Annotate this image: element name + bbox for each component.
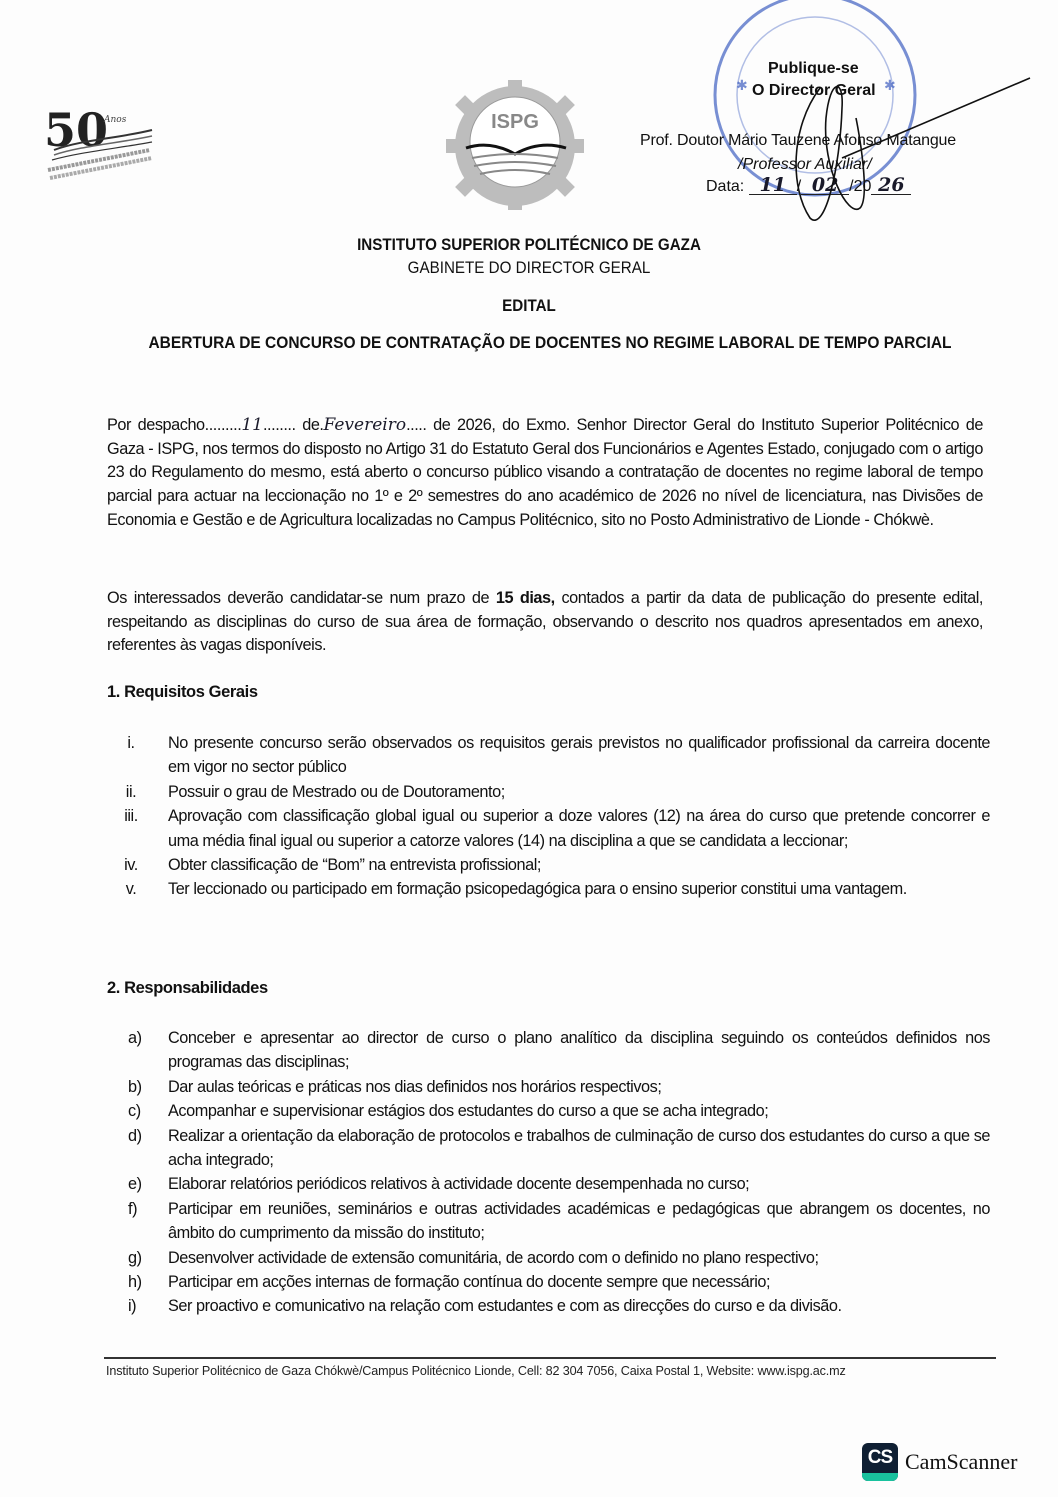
date-label: Data: <box>706 178 745 195</box>
list-item-text: No presente concurso serão observados os requisitos gerais previstos no qualificador profissional da carreira docente em vigor no sector público <box>168 734 990 777</box>
responsibilities-list <box>128 1026 990 1319</box>
footer-divider <box>104 1357 996 1359</box>
list-item <box>128 1099 990 1123</box>
camscanner-badge-text: CS <box>867 1447 893 1468</box>
list-item <box>128 1270 990 1294</box>
subject-title: ABERTURA DE CONCURSO DE CONTRATAÇÃO DE DOCENTES NO REGIME LABORAL DE TEMPO PARCIAL <box>148 334 952 352</box>
list-item <box>128 1075 990 1099</box>
list-item <box>120 780 990 804</box>
list-item-text: Participar em reuniões, seminários e outras actividades académicas e pedagógicas que abrangem os docentes, no âmbito do cumprimento da missão do instituto; <box>168 1199 990 1243</box>
director-role: /Professor Auxiliar/ <box>738 156 872 173</box>
list-marker: h) <box>128 1273 142 1292</box>
list-item-text: Participar em acções internas de formação contínua do docente sempre que necessário; <box>168 1273 771 1292</box>
list-item <box>128 1197 990 1246</box>
list-item-text: Acompanhar e supervisionar estágios dos estudantes do curso a que se acha integrado; <box>168 1102 769 1121</box>
camscanner-logo-icon <box>862 1443 898 1481</box>
list-item <box>120 877 990 901</box>
list-item <box>120 853 990 877</box>
requirements-list <box>120 731 990 902</box>
paragraph-deadline <box>107 587 983 658</box>
list-marker: g) <box>128 1248 142 1267</box>
camscanner-badge-bar <box>862 1473 898 1481</box>
anniversary-logo-graphic <box>40 100 160 180</box>
dots-de: ........ de <box>262 416 320 434</box>
list-marker: d) <box>128 1126 142 1145</box>
list-item-text: Realizar a orientação da elaboração de protocolos e trabalhos de culminação de curso dos estudantes do curso a que se acha integrado; <box>168 1126 990 1170</box>
list-marker: b) <box>128 1077 142 1096</box>
list-marker: ii. <box>125 782 137 801</box>
dots: . <box>319 416 324 434</box>
svg-text:✱: ✱ <box>736 77 748 93</box>
svg-text:✱: ✱ <box>884 77 896 93</box>
list-marker: f) <box>128 1199 138 1218</box>
list-item-text: Aprovação com classificação global igual ou superior a doze valores (12) na área do curso que pretende concorrer e uma média final igual ou superior a catorze valores (14) na disciplina a que se candidata a leccionar; <box>168 807 990 850</box>
dots: ..... <box>406 416 427 434</box>
deadline-text-after: contados a partir da data de publicação do presente edital, respeitando as disciplinas do curso de sua área de formação, observando o descrito nos quadros apresentados em anexo, referentes às vagas disponíveis. <box>107 589 983 655</box>
dispatch-text: de 2026, do Exmo. Senhor Director Geral do Instituto Superior Politécnico de Gaza - ISPG, nos termos do disposto no Artigo 31 do Estatuto Geral dos Funcionários e Agentes Estado, conjugado com o artigo 23 do Regulamento do mesmo, está aberto o concurso público visando a contratação de docentes no regime laboral de tempo parcial para actuar na leccionação no 1º e 2º semestres do ano académico de 2026 no nível de licenciatura, nas Divisões de Economia e Gestão e de Agricultura localizadas no Campus Politécnico, sito no Posto Administrativo de Lionde - Chókwè. <box>107 416 983 529</box>
anniversary-logo <box>40 100 160 180</box>
office-title: GABINETE DO DIRECTOR GERAL <box>407 259 651 277</box>
list-item-text: Obter classificação de “Bom” na entrevista profissional; <box>168 856 541 875</box>
list-marker: e) <box>128 1175 142 1194</box>
approval-title: Publique-se <box>768 60 859 77</box>
section-responsibilities-title: 2. Responsabilidades <box>107 979 268 997</box>
section-requirements-title: 1. Requisitos Gerais <box>107 683 258 701</box>
list-item <box>128 1246 990 1270</box>
dispatch-prefix: Por despacho <box>107 416 205 434</box>
deadline-text-before: Os interessados deverão candidatar-se num prazo de <box>107 589 496 607</box>
list-marker: v. <box>125 880 137 899</box>
date-month: 02 <box>801 176 849 195</box>
list-marker: i. <box>127 734 135 752</box>
list-marker: iv. <box>124 856 138 875</box>
list-marker: a) <box>128 1029 142 1047</box>
list-item-text: Elaborar relatórios periódicos relativos à actividade docente desempenhada no curso; <box>168 1175 750 1194</box>
date-century: /20 <box>849 178 872 195</box>
institution-title: INSTITUTO SUPERIOR POLITÉCNICO DE GAZA <box>357 236 701 254</box>
list-item <box>128 1172 990 1196</box>
deadline-days: 15 dias, <box>495 589 555 607</box>
ispg-acronym: ISPG <box>491 111 539 133</box>
svg-text:Anos: Anos <box>104 115 127 125</box>
list-item <box>120 804 990 853</box>
list-marker: c) <box>128 1102 141 1121</box>
list-item-text: Desenvolver actividade de extensão comunitária, de acordo com o definido no plano respectivo; <box>168 1248 819 1267</box>
list-item-text: Ter leccionado ou participado em formação psicopedagógica para o ensino superior constitui uma vantagem. <box>168 880 907 899</box>
list-item <box>120 731 990 780</box>
paragraph-dispatch <box>107 414 983 533</box>
date-day: 11 <box>749 176 797 195</box>
ispg-logo <box>428 80 602 210</box>
anniversary-number: 50 <box>44 103 109 157</box>
list-item-text: Possuir o grau de Mestrado ou de Doutoramento; <box>168 782 505 801</box>
ispg-logo-graphic <box>428 80 602 210</box>
list-item <box>128 1294 990 1318</box>
camscanner-name: CamScanner <box>905 1449 1018 1474</box>
list-item-text: Ser proactivo e comunicativo na relação com estudantes e com as direcções do curso e da divisão. <box>168 1297 842 1316</box>
list-item <box>128 1026 990 1075</box>
list-item <box>128 1124 990 1173</box>
footer-contact: Instituto Superior Politécnico de Gaza Chókwè/Campus Politécnico Lionde, Cell: 82 304 7056, Caixa Postal 1, Website: www.ispg.ac.mz <box>106 1364 846 1378</box>
list-marker: iii. <box>124 807 138 826</box>
list-item-text: Dar aulas teóricas e práticas nos dias definidos nos horários respectivos; <box>168 1077 662 1096</box>
handwritten-month: Fevereiro <box>323 415 407 435</box>
handwritten-day: 11 <box>241 415 263 435</box>
dots: ......... <box>204 416 242 434</box>
director-name: Prof. Doutor Mário Tauzene Afonso Matangue <box>640 132 956 149</box>
approval-director: O Director Geral <box>752 82 876 99</box>
document-type-title: EDITAL <box>502 297 556 315</box>
date-separator: / <box>796 178 802 195</box>
date-year: 26 <box>871 176 911 195</box>
list-marker: i) <box>128 1297 137 1316</box>
list-item-text: Conceber e apresentar ao director de curso o plano analítico da disciplina seguindo os conteúdos definidos nos programas das disciplinas; <box>168 1029 990 1072</box>
director-signature <box>730 48 1050 238</box>
